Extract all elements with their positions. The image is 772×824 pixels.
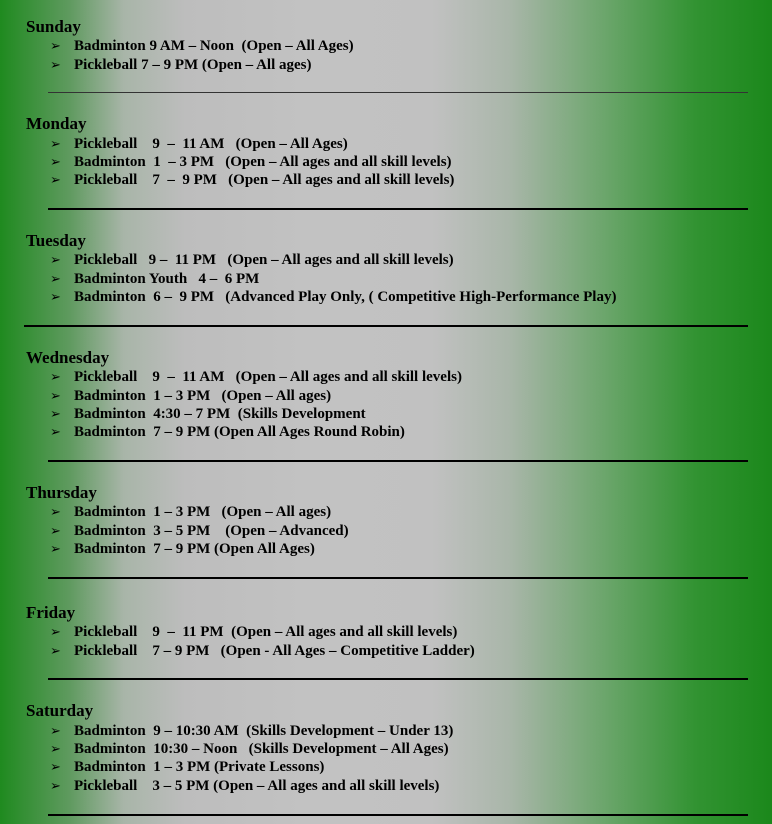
arrow-bullet-icon xyxy=(50,424,74,442)
item-text: Pickleball 9 – 11 AM (Open – All Ages) xyxy=(74,136,348,152)
day-title: Sunday xyxy=(26,17,81,36)
day-title: Friday xyxy=(26,603,76,622)
item-text: Pickleball 7 – 9 PM (Open - All Ages – Competitive Ladder) xyxy=(74,643,475,659)
list-item xyxy=(50,740,449,758)
arrow-bullet-icon xyxy=(50,723,74,741)
item-text: Pickleball 7 – 9 PM (Open – All ages and all skill levels) xyxy=(74,172,455,188)
divider xyxy=(48,460,748,462)
item-text: Badminton 4:30 – 7 PM (Skills Development xyxy=(74,406,366,422)
item-text: Badminton 10:30 – Noon (Skills Development – All Ages) xyxy=(74,741,449,757)
arrow-bullet-icon xyxy=(50,504,74,522)
day-title: Monday xyxy=(26,114,87,133)
list-item xyxy=(50,777,439,795)
arrow-bullet-icon xyxy=(50,136,74,154)
arrow-bullet-icon xyxy=(50,624,74,642)
day-title: Saturday xyxy=(26,701,94,720)
item-text: Badminton 6 – 9 PM (Advanced Play Only, ( Competitive High-Performance Play) xyxy=(74,289,617,305)
arrow-bullet-icon xyxy=(50,643,74,661)
arrow-bullet-icon xyxy=(50,778,74,796)
list-item xyxy=(50,171,454,189)
arrow-bullet-icon xyxy=(50,38,74,56)
arrow-bullet-icon xyxy=(50,541,74,559)
list-item xyxy=(50,153,452,171)
list-item xyxy=(50,387,331,405)
day-title: Tuesday xyxy=(26,231,86,250)
item-text: Pickleball 7 – 9 PM (Open – All ages) xyxy=(74,57,312,73)
arrow-bullet-icon xyxy=(50,252,74,270)
list-item xyxy=(50,758,324,776)
list-item xyxy=(50,37,354,55)
item-text: Pickleball 9 – 11 PM (Open – All ages and all skill levels) xyxy=(74,624,458,640)
item-text: Pickleball 9 – 11 AM (Open – All ages and all skill levels) xyxy=(74,369,462,385)
arrow-bullet-icon xyxy=(50,523,74,541)
list-item xyxy=(50,540,315,558)
arrow-bullet-icon xyxy=(50,172,74,190)
divider xyxy=(48,577,748,579)
list-item xyxy=(50,405,366,423)
arrow-bullet-icon xyxy=(50,271,74,289)
item-text: Pickleball 9 – 11 PM (Open – All ages and all skill levels) xyxy=(74,252,454,268)
list-item xyxy=(50,722,453,740)
arrow-bullet-icon xyxy=(50,406,74,424)
list-item xyxy=(50,623,457,641)
list-item xyxy=(50,56,312,74)
list-item xyxy=(50,368,462,386)
list-item xyxy=(50,423,405,441)
list-item xyxy=(50,503,331,521)
divider xyxy=(24,325,748,327)
divider xyxy=(48,208,748,210)
item-text: Badminton 9 AM – Noon (Open – All Ages) xyxy=(74,38,354,54)
list-item xyxy=(50,522,349,540)
arrow-bullet-icon xyxy=(50,154,74,172)
arrow-bullet-icon xyxy=(50,759,74,777)
arrow-bullet-icon xyxy=(50,57,74,75)
arrow-bullet-icon xyxy=(50,289,74,307)
item-text: Badminton 1 – 3 PM (Open – All ages) xyxy=(74,504,332,520)
list-item xyxy=(50,135,348,153)
item-text: Pickleball 3 – 5 PM (Open – All ages and all skill levels) xyxy=(74,778,440,794)
divider xyxy=(48,678,748,680)
item-text: Badminton 1 – 3 PM (Open – All ages and all skill levels) xyxy=(74,154,452,170)
item-text: Badminton 1 – 3 PM (Private Lessons) xyxy=(74,759,325,775)
divider xyxy=(48,814,748,816)
item-text: Badminton 1 – 3 PM (Open – All ages) xyxy=(74,388,332,404)
list-item xyxy=(50,288,616,306)
item-text: Badminton 3 – 5 PM (Open – Advanced) xyxy=(74,523,349,539)
day-title: Wednesday xyxy=(26,348,110,367)
item-text: Badminton 7 – 9 PM (Open All Ages) xyxy=(74,541,315,557)
item-text: Badminton 7 – 9 PM (Open All Ages Round Robin) xyxy=(74,424,405,440)
list-item xyxy=(50,642,475,660)
list-item xyxy=(50,270,259,288)
arrow-bullet-icon xyxy=(50,388,74,406)
divider xyxy=(48,92,748,93)
item-text: Badminton 9 – 10:30 AM (Skills Development – Under 13) xyxy=(74,723,454,739)
list-item xyxy=(50,251,454,269)
item-text: Badminton Youth 4 – 6 PM xyxy=(74,271,260,287)
arrow-bullet-icon xyxy=(50,741,74,759)
arrow-bullet-icon xyxy=(50,369,74,387)
day-title: Thursday xyxy=(26,483,97,502)
